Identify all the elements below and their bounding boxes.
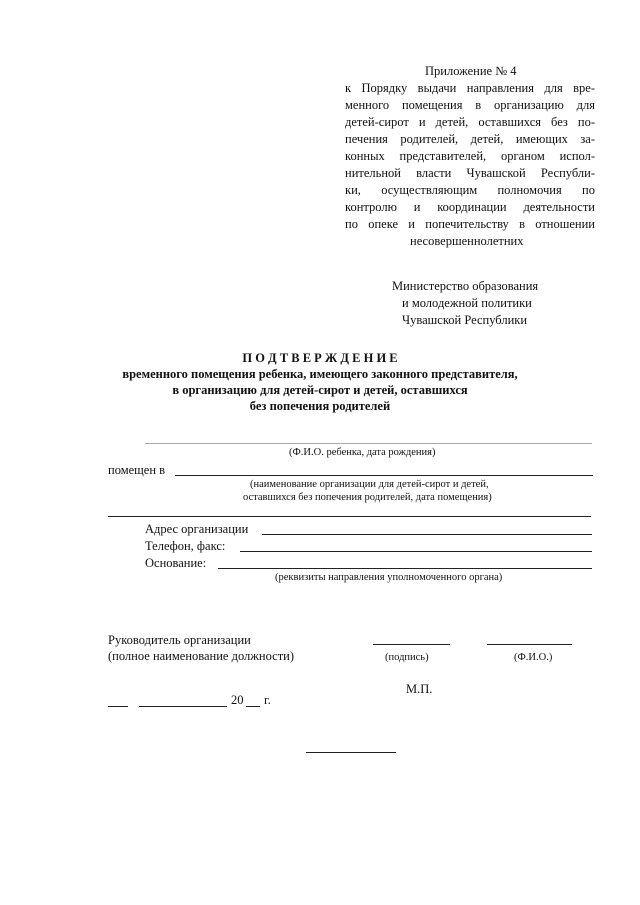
footnote-separator <box>306 752 396 753</box>
addressee-line-2: и молодежной политики <box>402 296 532 310</box>
head-label: Руководитель организации <box>108 633 251 647</box>
appendix-line-8: контролю и координации деятельности <box>345 200 595 214</box>
subtitle-line-2: в организацию для детей-сирот и детей, оставшихся <box>172 383 468 397</box>
address-label: Адрес организации <box>145 522 249 536</box>
placed-label: помещен в <box>108 463 166 477</box>
date-year-field[interactable] <box>246 706 260 707</box>
appendix-line-6: нительной власти Чувашской Республи- <box>345 166 595 180</box>
appendix-line-1: к Порядку выдачи направления для вре- <box>345 81 595 95</box>
phone-field[interactable] <box>240 551 592 552</box>
appendix-line-9: по опеке и попечительству в отношении <box>345 217 595 231</box>
child-name-hint: (Ф.И.О. ребенка, дата рождения) <box>289 447 436 458</box>
subtitle-line-1: временного помещения ребенка, имеющего законного представителя, <box>122 367 518 381</box>
organization-hint-1: (наименование организации для детей-сирот и детей, <box>250 479 489 490</box>
appendix-title: Приложение № 4 <box>425 64 517 78</box>
date-year-prefix: 20 <box>231 693 244 707</box>
basis-field[interactable] <box>218 568 592 569</box>
signature-hint: (подпись) <box>385 652 429 663</box>
document-title: П О Д Т В Е Р Ж Д Е Н И Е <box>242 351 398 365</box>
basis-label: Основание: <box>145 556 207 570</box>
phone-label: Телефон, факс: <box>145 539 226 553</box>
appendix-line-2: менного помещения в организацию для <box>345 98 595 112</box>
organization-hint-2: оставшихся без попечения родителей, дата помещения) <box>243 492 492 503</box>
addressee-line-1: Министерство образования <box>392 279 539 293</box>
head-name-field[interactable] <box>487 644 572 645</box>
addressee-line-3: Чувашской Республики <box>402 313 528 327</box>
appendix-line-3: детей-сирот и детей, оставшихся без по- <box>345 115 595 129</box>
name-hint: (Ф.И.О.) <box>514 652 553 663</box>
basis-hint: (реквизиты направления уполномоченного органа) <box>275 572 503 583</box>
address-field[interactable] <box>262 534 592 535</box>
child-name-field[interactable] <box>145 443 592 444</box>
appendix-line-5: конных представителей, органом испол- <box>345 149 595 163</box>
organization-field[interactable] <box>175 475 593 476</box>
appendix-line-4: печения родителей, детей, имеющих за- <box>345 132 595 146</box>
organization-field-continued[interactable] <box>108 516 591 517</box>
appendix-line-10: несовершеннолетних <box>410 234 524 248</box>
date-day-field[interactable] <box>108 706 128 707</box>
signature-field[interactable] <box>373 644 450 645</box>
stamp-label: М.П. <box>406 682 433 696</box>
subtitle-line-3: без попечения родителей <box>249 399 391 413</box>
date-month-field[interactable] <box>139 706 227 707</box>
appendix-line-7: ки, осуществляющим полномочия по <box>345 183 595 197</box>
date-year-suffix: г. <box>264 693 271 707</box>
position-hint: (полное наименование должности) <box>108 649 295 663</box>
